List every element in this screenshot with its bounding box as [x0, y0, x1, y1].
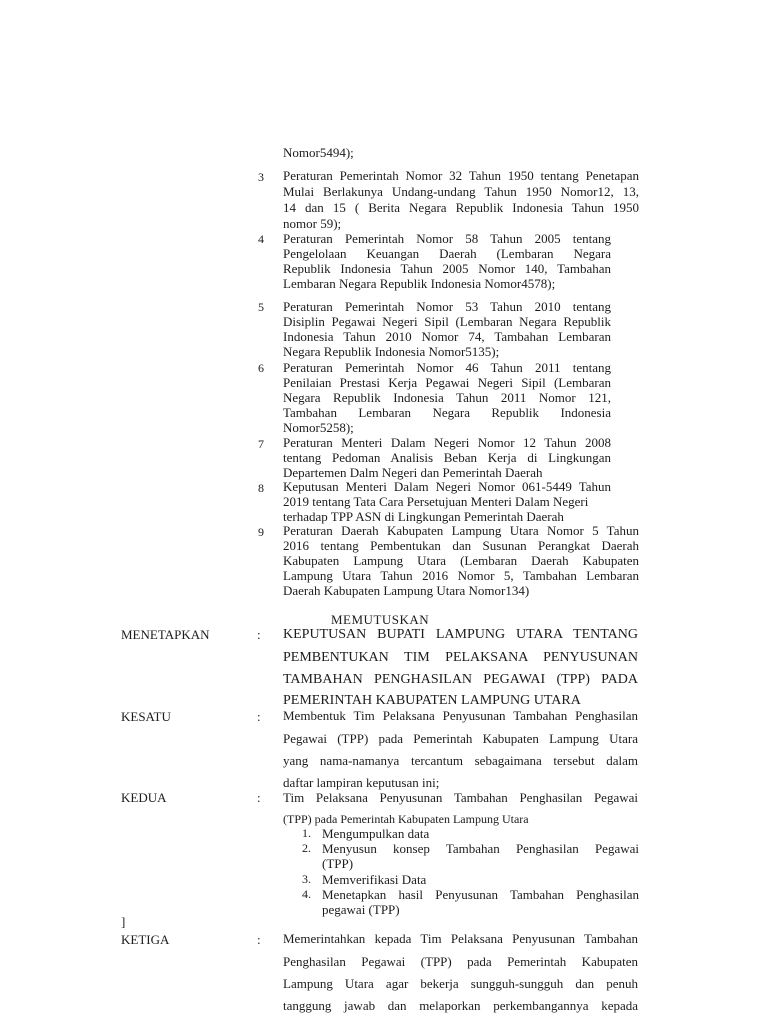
list-item-number: 5	[258, 300, 264, 314]
section-line: KEPUTUSAN BUPATI LAMPUNG UTARA TENTANG	[283, 627, 638, 642]
section-line: PEMERINTAH KABUPATEN LAMPUNG UTARA	[283, 693, 581, 708]
list-item-line: 14 dan 15 ( Berita Negara Republik Indonesia Tahun 1950	[283, 200, 639, 215]
section-colon: :	[257, 932, 261, 947]
list-item-line: Peraturan Menteri Dalam Negeri Nomor 12 Tahun 2008	[283, 435, 611, 450]
task-number: 1.	[302, 826, 311, 840]
task-line: Mengumpulkan data	[322, 826, 430, 841]
list-item-line: terhadap TPP ASN di Lingkungan Pemerintah Daerah	[283, 509, 564, 524]
section-colon: :	[257, 790, 261, 805]
list-item-line: Daerah Kabupaten Lampung Utara Nomor134)	[283, 583, 530, 598]
stray-bracket: ]	[121, 914, 126, 929]
section-line: Pegawai (TPP) pada Pemerintah Kabupaten Lampung Utara	[283, 731, 638, 746]
task-line: Menetapkan hasil Penyusunan Tambahan Penghasilan	[322, 887, 639, 902]
list-item-line: Disiplin Pegawai Negeri Sipil (Lembaran Negara Republik	[283, 314, 611, 329]
section-line: Lampung Utara agar bekerja sungguh-sungguh dan penuh	[283, 976, 638, 991]
section-colon: :	[257, 627, 261, 642]
section-label-kesatu: KESATU	[121, 709, 171, 724]
list-item-number: 7	[258, 437, 264, 451]
list-item-line: Departemen Dalm Negeri dan Pemerintah Daerah	[283, 465, 543, 480]
list-item-line: Kabupaten Lampung Utara (Lembaran Daerah Kabupaten	[283, 553, 639, 568]
list-item-line: Negara Republik Indonesia Nomor5135);	[283, 344, 500, 359]
list-item-line: nomor 59);	[283, 216, 342, 231]
section-label-menetapkan: MENETAPKAN	[121, 627, 210, 642]
task-number: 3.	[302, 872, 311, 886]
list-item-line: tentang Pedoman Analisis Beban Kerja di Lingkungan	[283, 450, 611, 465]
list-item-line: Peraturan Pemerintah Nomor 32 Tahun 1950 tentang Penetapan	[283, 168, 639, 183]
task-number: 2.	[302, 841, 311, 855]
list-item-line: Peraturan Pemerintah Nomor 58 Tahun 2005 tentang	[283, 231, 611, 246]
section-line: (TPP) pada Pemerintah Kabupaten Lampung Utara	[283, 812, 529, 826]
section-line: daftar lampiran keputusan ini;	[283, 775, 440, 790]
section-line: Membentuk Tim Pelaksana Penyusunan Tambahan Penghasilan	[283, 708, 638, 723]
list-item-line: Negara Republik Indonesia Tahun 2011 Nomor 121,	[283, 390, 611, 405]
list-item-line: 2019 tentang Tata Cara Persetujuan Menteri Dalam Negeri	[283, 494, 589, 509]
list-item-number: 6	[258, 361, 264, 375]
section-line: Tim Pelaksana Penyusunan Tambahan Penghasilan Pegawai	[283, 790, 638, 805]
list-item-line: Mulai Berlakunya Undang-undang Tahun 1950 Nomor12, 13,	[283, 184, 639, 199]
section-colon: :	[257, 709, 261, 724]
section-line: tanggung jawab dan melaporkan perkembangannya kepada	[283, 998, 638, 1013]
list-item-number: 3	[258, 170, 264, 184]
section-label-kedua: KEDUA	[121, 790, 167, 805]
carry-over-text: Nomor5494);	[283, 145, 354, 160]
task-line: Menyusun konsep Tambahan Penghasilan Pegawai	[322, 841, 639, 856]
task-line: pegawai (TPP)	[322, 902, 400, 917]
section-line: Memerintahkan kepada Tim Pelaksana Penyusunan Tambahan	[283, 931, 638, 946]
section-line: Penghasilan Pegawai (TPP) pada Pemerintah Kabupaten	[283, 954, 638, 969]
task-line: Memverifikasi Data	[322, 872, 427, 887]
task-number: 4.	[302, 887, 311, 901]
section-line: TAMBAHAN PENGHASILAN PEGAWAI (TPP) PADA	[283, 672, 638, 687]
list-item-line: Penilaian Prestasi Kerja Pegawai Negeri Sipil (Lembaran	[283, 375, 611, 390]
list-item-line: Peraturan Pemerintah Nomor 46 Tahun 2011 tentang	[283, 360, 611, 375]
task-line: (TPP)	[322, 856, 354, 871]
list-item-line: Peraturan Pemerintah Nomor 53 Tahun 2010 tentang	[283, 299, 611, 314]
list-item-line: Tambahan Lembaran Negara Republik Indonesia	[283, 405, 611, 420]
section-label-ketiga: KETIGA	[121, 932, 170, 947]
list-item-line: Peraturan Daerah Kabupaten Lampung Utara Nomor 5 Tahun	[283, 523, 639, 538]
list-item-number: 9	[258, 525, 264, 539]
list-item-line: Pengelolaan Keuangan Daerah (Lembaran Negara	[283, 246, 611, 261]
list-item-line: Nomor5258);	[283, 420, 354, 435]
list-item-line: Indonesia Tahun 2010 Nomor 74, Tambahan Lembaran	[283, 329, 611, 344]
list-item-number: 8	[258, 481, 264, 495]
section-line: yang nama-namanya tercantum sebagaimana tersebut dalam	[283, 753, 638, 768]
section-line: PEMBENTUKAN TIM PELAKSANA PENYUSUNAN	[283, 650, 638, 665]
decision-heading: MEMUTUSKAN	[331, 612, 430, 627]
list-item-line: Keputusan Menteri Dalam Negeri Nomor 061-5449 Tahun	[283, 479, 611, 494]
list-item-line: Lampung Utara Tahun 2016 Nomor 5, Tambahan Lembaran	[283, 568, 639, 583]
list-item-line: Lembaran Negara Republik Indonesia Nomor4578);	[283, 276, 556, 291]
list-item-line: Republik Indonesia Tahun 2005 Nomor 140, Tambahan	[283, 261, 611, 276]
list-item-line: 2016 tentang Pembentukan dan Susunan Perangkat Daerah	[283, 538, 639, 553]
list-item-number: 4	[258, 232, 264, 246]
